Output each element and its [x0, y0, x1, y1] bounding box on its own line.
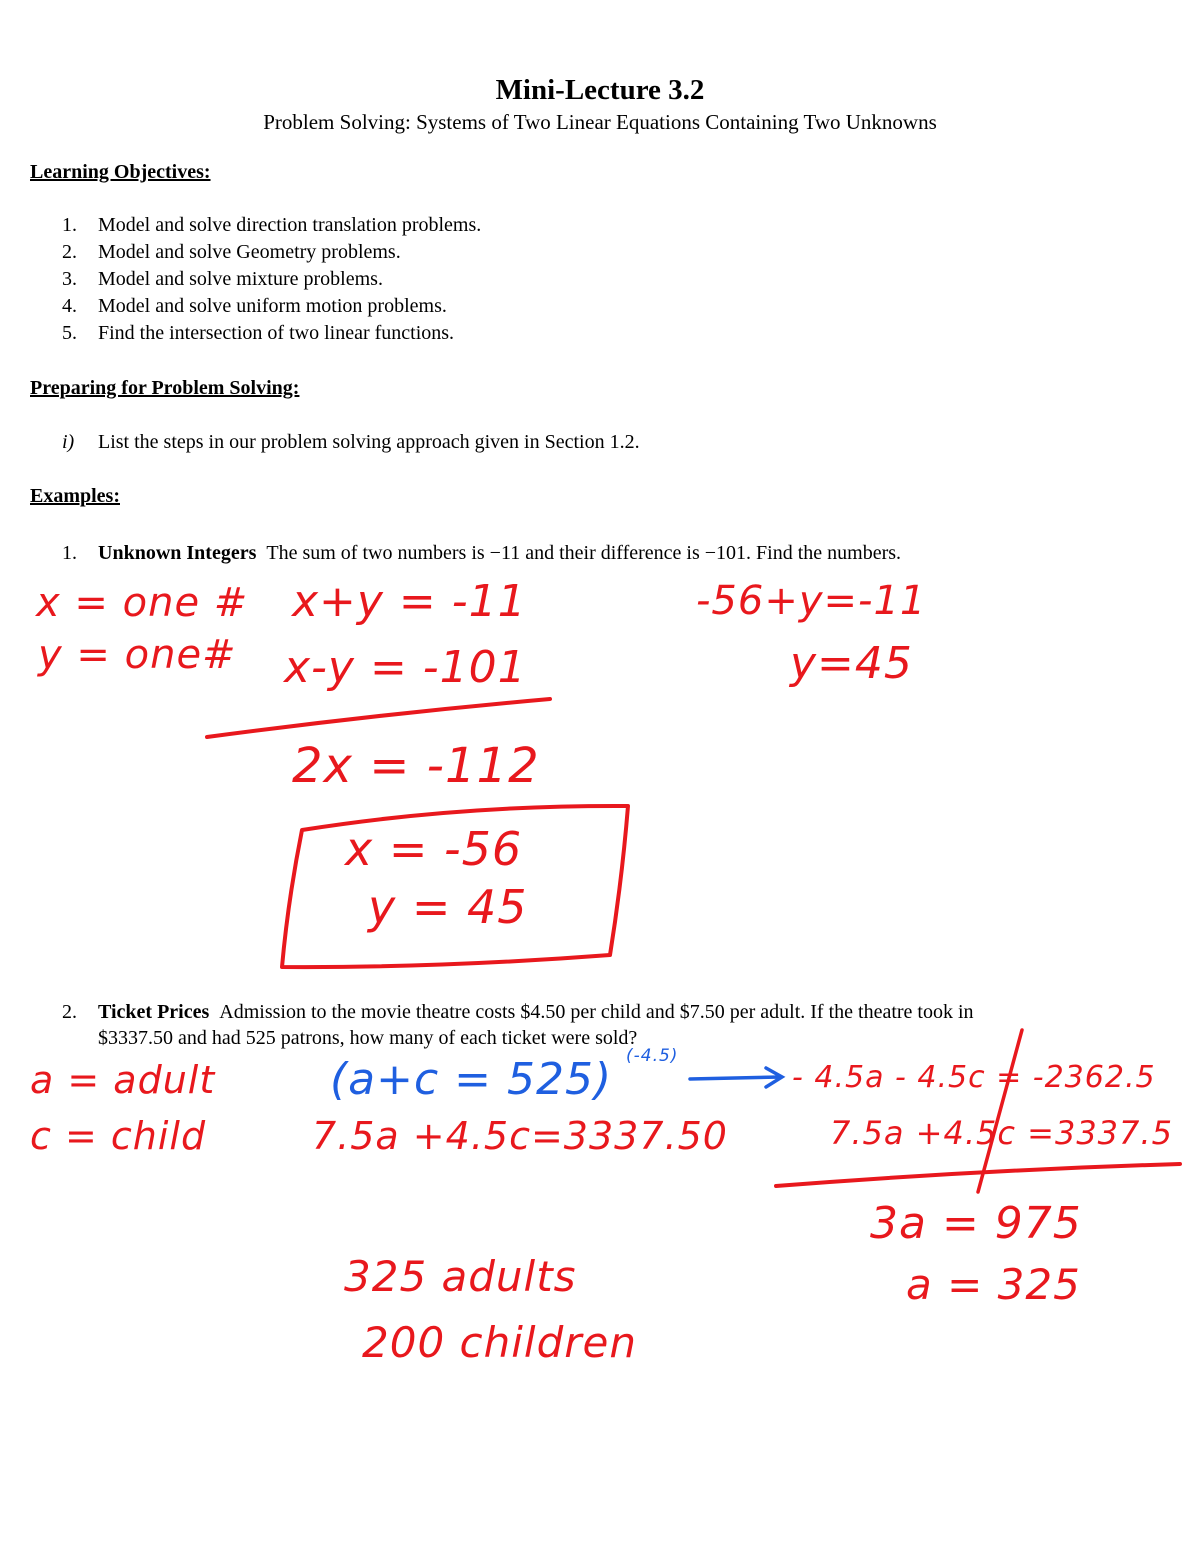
hw-define-c: c = child: [30, 1114, 207, 1158]
objective-number: 2.: [62, 241, 77, 263]
example-text: Admission to the movie theatre costs $4.50 per child and $7.50 per adult. If the theatre took in: [219, 1001, 974, 1023]
hw-define-a: a = adult: [30, 1058, 216, 1102]
ex1-sum-line: [207, 699, 550, 737]
hw-define-y: y = one#: [38, 632, 237, 678]
objective-text: Model and solve direction translation problems.: [98, 214, 482, 236]
hw-equation-total: (a+c = 525): [330, 1054, 613, 1105]
hw-multiplier: (-4.5): [626, 1046, 679, 1066]
preparing-text: List the steps in our problem solving approach given in Section 1.2.: [98, 431, 640, 453]
preparing-heading: Preparing for Problem Solving:: [30, 377, 300, 399]
hw-substitution: -56+y=-11: [696, 578, 927, 624]
objective-text: Model and solve Geometry problems.: [98, 241, 401, 263]
example-number: 2.: [62, 1001, 77, 1023]
preparing-number: i): [62, 431, 75, 453]
hw-equation-revenue: 7.5a +4.5c=3337.50: [312, 1114, 728, 1158]
hw-equation-2: x-y = -101: [284, 642, 527, 693]
objective-number: 3.: [62, 268, 77, 290]
objective-number: 4.: [62, 295, 77, 317]
example-number: 1.: [62, 542, 77, 564]
objective-text: Model and solve uniform motion problems.: [98, 295, 447, 317]
objective-text: Find the intersection of two linear functions.: [98, 322, 455, 344]
objectives-heading: Learning Objectives:: [30, 161, 211, 183]
hw-negated-equation: - 4.5a - 4.5c = -2362.5: [792, 1060, 1156, 1095]
example-title: Ticket Prices: [98, 1001, 210, 1023]
page-subtitle: Problem Solving: Systems of Two Linear Equations Containing Two Unknowns: [263, 110, 937, 134]
ex2-multiplier-arrow: [690, 1068, 782, 1087]
page-title: Mini-Lecture 3.2: [495, 74, 705, 106]
hw-substitution-result: y=45: [790, 638, 913, 689]
hw-equation-1: x+y = -11: [292, 576, 527, 627]
hw-revenue-equation: 7.5a +4.5c =3337.5: [830, 1114, 1173, 1152]
hw-answer-x: x = -56: [345, 822, 523, 876]
hw-adults-solution: a = 325: [906, 1260, 1081, 1309]
objective-text: Model and solve mixture problems.: [98, 268, 383, 290]
examples-heading: Examples:: [30, 485, 120, 507]
hw-answer-y: y = 45: [368, 880, 528, 934]
example-text-continued: $3337.50 and had 525 patrons, how many of each ticket were sold?: [98, 1027, 638, 1049]
hw-sum-result: 2x = -112: [292, 738, 540, 794]
hw-final-children: 200 children: [362, 1318, 637, 1367]
hw-final-adults: 325 adults: [344, 1252, 577, 1301]
ex2-sum-line: [776, 1164, 1180, 1186]
example-title: Unknown Integers: [98, 542, 257, 564]
ex2-cancel-slash: [978, 1030, 1022, 1192]
example-text: The sum of two numbers is −11 and their difference is −101. Find the numbers.: [266, 542, 902, 564]
hw-elimination-result: 3a = 975: [870, 1198, 1082, 1249]
objective-number: 5.: [62, 322, 77, 344]
objective-number: 1.: [62, 214, 77, 236]
hw-define-x: x = one #: [36, 580, 249, 626]
